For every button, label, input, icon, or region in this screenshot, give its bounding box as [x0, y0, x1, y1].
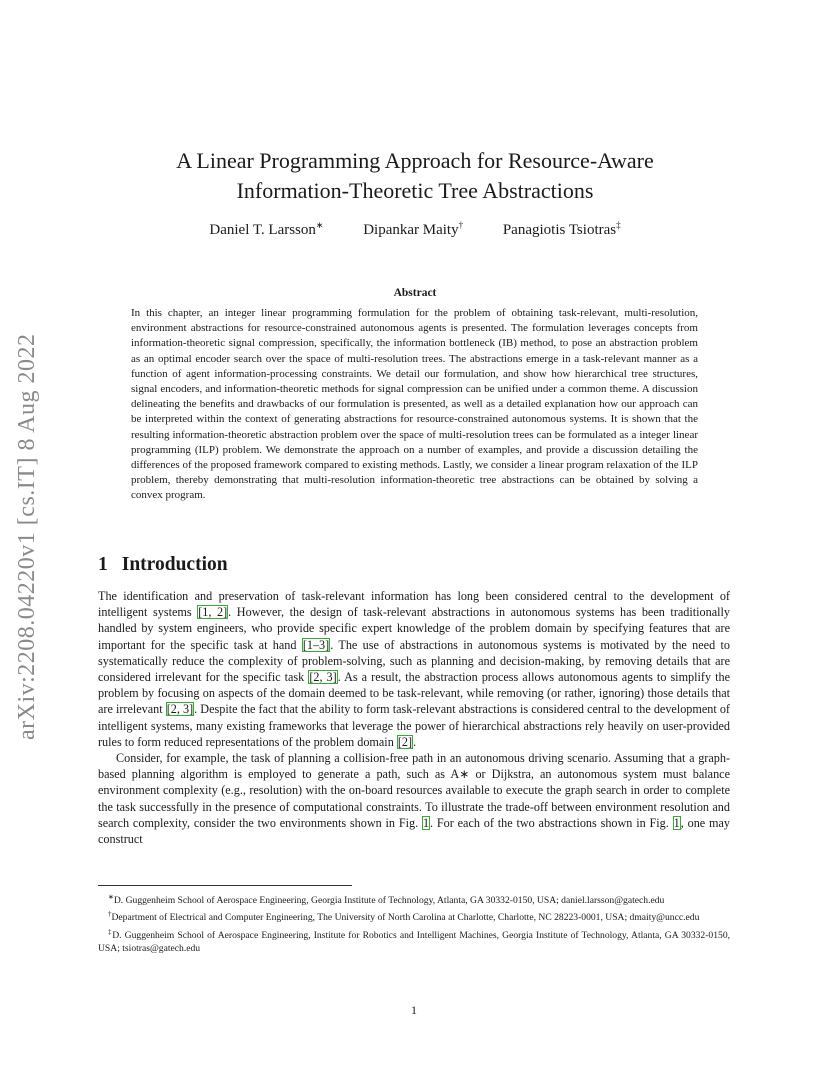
text-run: . However, the design of task-relevant abstractions in autonomous systems has been traditionally handled by system engineers, who provide specific expert knowledge of the problem domain by specifying features that are important for the specific task at hand: [98, 605, 731, 652]
footnotes: [98, 891, 730, 956]
section-heading-introduction: [98, 554, 228, 576]
figure-reference-link[interactable]: 1: [673, 815, 680, 830]
paper-title: [100, 146, 730, 206]
citation-link[interactable]: [2, 3]: [309, 670, 337, 685]
footnote-larsson: [98, 891, 730, 907]
text-run: , one may construct: [98, 815, 730, 847]
footnote-text: D. Guggenheim School of Aerospace Engineering, Georgia Institute of Technology, Atlanta, GA 30332-0150, USA; daniel.larsson@gatech.edu: [113, 895, 665, 907]
footnote-maity: [98, 908, 730, 924]
author-footnote-mark[interactable]: †: [458, 220, 464, 230]
footnote-mark: ‡: [108, 927, 113, 936]
section-title: Introduction: [121, 554, 228, 575]
footnote-mark: ∗: [108, 893, 114, 901]
text-run: .: [413, 734, 417, 749]
author-tsiotras: [503, 220, 621, 239]
citation-link[interactable]: [1–3]: [302, 637, 330, 652]
title-line-2: Information-Theoretic Tree Abstractions: [236, 178, 594, 203]
footnote-divider: [98, 885, 352, 886]
footnote-text: D. Guggenheim School of Aerospace Engineering, Institute for Robotics and Intelligent Machines, Georgia Institute of Technology, Atlanta, GA 30332-0150, USA; tsiotras@gatech.edu: [98, 929, 731, 955]
author-name: Dipankar Maity: [363, 222, 459, 238]
author-name: Panagiotis Tsiotras: [502, 222, 617, 238]
text-run: . As a result, the abstraction process allows autonomous agents to simplify the problem by focusing on aspects of the domain deemed to be task-relevant, while removing (or rather, ignoring) those details that are irrelevant: [98, 670, 730, 717]
arxiv-identifier-stamp[interactable]: arXiv:2208.04220v1 [cs.IT] 8 Aug 2022: [14, 333, 40, 740]
figure-reference-link[interactable]: 1: [422, 815, 430, 830]
author-footnote-mark[interactable]: ∗: [315, 220, 324, 230]
introduction-body: [98, 588, 730, 847]
author-maity: [363, 220, 463, 239]
citation-link[interactable]: [2]: [397, 734, 413, 749]
abstract-text: In this chapter, an integer linear programming formulation for the problem of obtaining task-relevant, multi-resolution, environment abstractions for resource-constrained autonomous agents is presented. The formulation leverages concepts from information-theoretic signal compression, specifically, the information bottleneck (IB) method, to pose an abstraction problem as an optimal encoder search over the space of multi-resolution trees. The abstractions emerge in a task-relevant manner as a function of agent information-processing constraints. We detail our formulation, and show how hierarchical tree structures, signal encoders, and information-theoretic methods for signal compression can be unified under a common theme. A discussion delineating the benefits and drawbacks of our formulation is presented, as well as a detailed explanation how our approach can be interpreted within the context of generating abstractions for resource-constrained autonomous systems. It is shown that the resulting information-theoretic abstraction problem over the space of multi-resolution trees can be formulated as a integer linear programming (ILP) problem. We demonstrate the approach on a number of examples, and provide a discussion detailing the differences of the proposed framework compared to existing methods. Lastly, we consider a linear program relaxation of the ILP problem, thereby demonstrating that multi-resolution information-theoretic tree abstractions can be obtained by solving a convex program.: [131, 307, 698, 502]
text-run: . Despite the fact that the ability to form task-relevant abstractions is considered central to the development of intelligent systems, many existing frameworks that leverage the power of hierarchical abstractions rely heavily on user-provided rules to form reduced representations of the problem domain: [98, 702, 730, 749]
text-run: Consider, for example, the task of planning a collision-free path in an autonomous driving scenario. Assuming that a graph-based planning algorithm is employed to generate a path, such as A∗ or Dijkstra, an autonomous system must balance environment complexity (e.g., resolution) with the on-board resources available to execute the graph search in order to complete the task successfully in the presence of computational constraints. To illustrate the trade-off between environment resolution and search complexity, consider the two environments shown in Fig.: [98, 751, 730, 830]
paragraph-1: [98, 588, 730, 750]
footnote-text: Department of Electrical and Computer Engineering, The University of North Carolina at Charlotte, Charlotte, NC 28223-0001, USA; dmaity@uncc.edu: [111, 912, 700, 924]
text-run: . For each of the two abstractions shown in Fig.: [430, 815, 673, 830]
section-number: 1: [98, 554, 108, 575]
title-line-1: A Linear Programming Approach for Resource-Aware: [176, 148, 654, 173]
author-footnote-mark[interactable]: ‡: [616, 220, 621, 230]
paragraph-2: [98, 750, 730, 847]
abstract-heading: Abstract: [393, 287, 437, 299]
author-name: Daniel T. Larsson: [209, 222, 316, 238]
footnote-tsiotras: [98, 926, 730, 956]
citation-link[interactable]: [1, 2]: [198, 605, 228, 620]
citation-link[interactable]: [2, 3]: [166, 702, 194, 717]
page-number: 1: [411, 1003, 417, 1017]
author-larsson: [209, 220, 323, 239]
text-run: . The use of abstractions in autonomous systems is motivated by the need to systematically reduce the complexity of problem-solving, such as planning and decision-making, by removing details that are considered irrelevant for the specific task: [98, 637, 730, 685]
text-run: The identification and preservation of task-relevant information has long been considered central to the development of intelligent systems: [98, 589, 730, 620]
author-list: [100, 220, 730, 239]
footnote-mark: †: [108, 910, 112, 919]
